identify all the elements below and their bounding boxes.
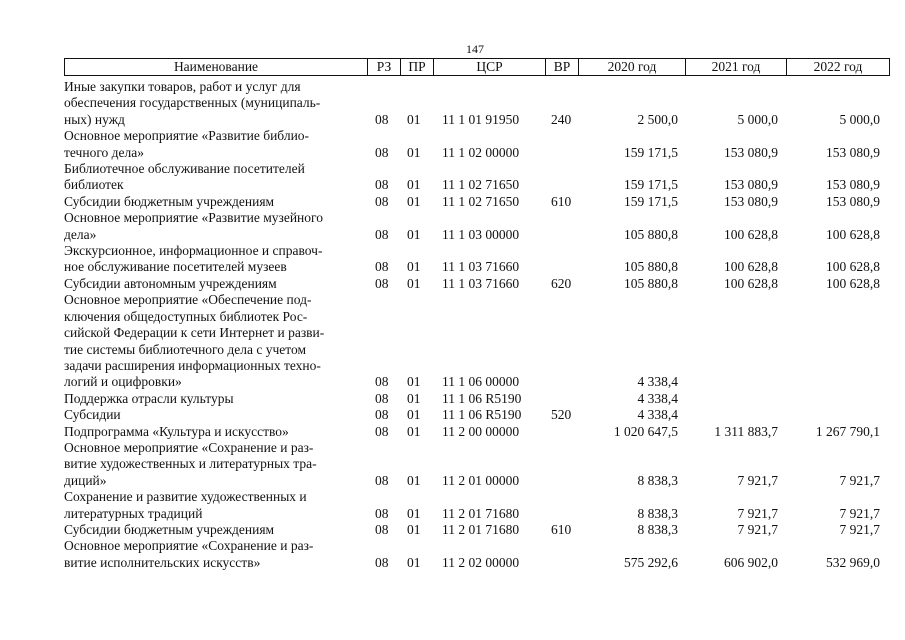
name-line: Основное мероприятие «Развитие музейного <box>64 210 323 226</box>
cell-2022: 153 080,9 <box>826 193 880 209</box>
cell-pr: 01 <box>407 275 421 291</box>
cell-2021: 7 921,7 <box>737 505 778 521</box>
cell-csr: 11 2 01 00000 <box>442 472 520 488</box>
cell-name <box>64 538 364 571</box>
name-line: Подпрограмма «Культура и искусство» <box>64 423 289 439</box>
cell-name <box>64 522 364 538</box>
cell-pr: 01 <box>407 521 421 537</box>
cell-vr: 610 <box>551 521 572 537</box>
cell-rz: 08 <box>375 226 389 242</box>
name-line: Субсидии бюджетным учреждениям <box>64 193 275 209</box>
cell-csr: 11 1 02 71650 <box>442 177 520 193</box>
cell-csr: 11 1 03 00000 <box>442 226 520 242</box>
cell-name <box>64 292 364 390</box>
cell-vr: 620 <box>551 275 572 291</box>
cell-csr: 11 1 01 91950 <box>442 111 520 127</box>
cell-rz: 08 <box>375 374 389 390</box>
header-pr: ПР <box>408 59 426 74</box>
table-row <box>64 210 890 243</box>
cell-csr: 11 2 02 00000 <box>442 554 520 570</box>
name-line: тие системы библиотечного дела с учетом <box>64 341 307 357</box>
table-row <box>64 128 890 161</box>
header-vr: ВР <box>553 59 571 74</box>
cell-rz: 08 <box>375 275 389 291</box>
table-row <box>64 424 890 440</box>
cell-2021: 100 628,8 <box>724 226 778 242</box>
cell-name <box>64 79 364 128</box>
cell-csr: 11 1 03 71660 <box>442 259 520 275</box>
cell-2021: 153 080,9 <box>724 177 778 193</box>
name-line: Субсидии автономным учреждениям <box>64 275 277 291</box>
header-csr: ЦСР <box>476 59 503 74</box>
cell-2020: 8 838,3 <box>637 521 678 537</box>
header-name: Наименование <box>173 59 259 74</box>
cell-name <box>64 276 364 292</box>
cell-2020: 4 338,4 <box>637 407 678 423</box>
cell-rz: 08 <box>375 505 389 521</box>
name-line: Основное мероприятие «Обеспечение под- <box>64 292 312 308</box>
cell-2021: 7 921,7 <box>737 521 778 537</box>
cell-pr: 01 <box>407 226 421 242</box>
cell-name <box>64 424 364 440</box>
name-line: витие художественных и литературных тра- <box>64 456 317 472</box>
name-line: витие исполнительских искусств» <box>64 554 261 570</box>
name-line: течного дела» <box>64 144 144 160</box>
cell-csr: 11 2 01 71680 <box>442 505 520 521</box>
cell-csr: 11 2 00 00000 <box>442 423 520 439</box>
cell-pr: 01 <box>407 259 421 275</box>
cell-2022: 7 921,7 <box>839 505 880 521</box>
header-2021: 2021 год <box>711 59 761 74</box>
cell-2022: 1 267 790,1 <box>815 423 880 439</box>
cell-pr: 01 <box>407 374 421 390</box>
header-rz: РЗ <box>376 59 392 74</box>
header-2020: 2020 год <box>607 59 657 74</box>
cell-name <box>64 161 364 194</box>
cell-2022: 100 628,8 <box>826 275 880 291</box>
name-line: Основное мероприятие «Развитие библио- <box>64 128 310 144</box>
cell-rz: 08 <box>375 423 389 439</box>
name-line: дела» <box>64 226 97 242</box>
table-row <box>64 489 890 522</box>
cell-rz: 08 <box>375 177 389 193</box>
cell-csr: 11 1 03 71660 <box>442 275 520 291</box>
cell-csr: 11 1 06 R5190 <box>442 390 522 406</box>
cell-2022: 153 080,9 <box>826 144 880 160</box>
cell-2022: 5 000,0 <box>839 111 880 127</box>
cell-name <box>64 489 364 522</box>
cell-2020: 159 171,5 <box>624 144 678 160</box>
table-row <box>64 522 890 538</box>
cell-2022: 153 080,9 <box>826 177 880 193</box>
table-row <box>64 538 890 571</box>
cell-name <box>64 440 364 489</box>
cell-2020: 4 338,4 <box>637 390 678 406</box>
cell-2020: 8 838,3 <box>637 472 678 488</box>
cell-2020: 159 171,5 <box>624 193 678 209</box>
name-line: логий и оцифровки» <box>64 374 182 390</box>
cell-2020: 1 020 647,5 <box>613 423 678 439</box>
cell-2021: 100 628,8 <box>724 275 778 291</box>
cell-2020: 575 292,6 <box>624 554 678 570</box>
cell-2021: 1 311 883,7 <box>714 423 778 439</box>
cell-pr: 01 <box>407 144 421 160</box>
cell-pr: 01 <box>407 554 421 570</box>
cell-2020: 4 338,4 <box>637 374 678 390</box>
cell-2021: 153 080,9 <box>724 193 778 209</box>
table-row <box>64 440 890 489</box>
name-line: ключения общедоступных библиотек Рос- <box>64 308 308 324</box>
cell-pr: 01 <box>407 111 421 127</box>
cell-rz: 08 <box>375 193 389 209</box>
table-row <box>64 276 890 292</box>
cell-2020: 105 880,8 <box>624 275 678 291</box>
cell-csr: 11 2 01 71680 <box>442 521 520 537</box>
cell-csr: 11 1 02 00000 <box>442 144 520 160</box>
cell-pr: 01 <box>407 407 421 423</box>
name-line: Библиотечное обслуживание посетителей <box>64 161 305 177</box>
cell-name <box>64 243 364 276</box>
cell-2020: 159 171,5 <box>624 177 678 193</box>
cell-name <box>64 210 364 243</box>
cell-rz: 08 <box>375 144 389 160</box>
name-line: сийской Федерации к сети Интернет и разви- <box>64 325 325 341</box>
name-line: задачи расширения информационных техно- <box>64 357 321 373</box>
cell-pr: 01 <box>407 390 421 406</box>
name-line: Субсидии <box>64 407 121 423</box>
name-line: литературных традиций <box>64 505 203 521</box>
cell-rz: 08 <box>375 472 389 488</box>
name-line: Субсидии бюджетным учреждениям <box>64 521 275 537</box>
cell-2022: 7 921,7 <box>839 521 880 537</box>
cell-vr: 240 <box>551 111 572 127</box>
table-row <box>64 292 890 390</box>
name-line: Экскурсионное, информационное и справоч- <box>64 243 323 259</box>
table-body <box>64 79 890 571</box>
table-row <box>64 391 890 407</box>
cell-csr: 11 1 06 R5190 <box>442 407 522 423</box>
cell-rz: 08 <box>375 521 389 537</box>
table-row <box>64 161 890 194</box>
cell-rz: 08 <box>375 407 389 423</box>
name-line: обеспечения государственных (муниципаль- <box>64 95 321 111</box>
name-line: Сохранение и развитие художественных и <box>64 489 307 505</box>
table-row <box>64 243 890 276</box>
cell-2020: 2 500,0 <box>637 111 678 127</box>
name-line: библиотек <box>64 177 124 193</box>
name-line: Иные закупки товаров, работ и услуг для <box>64 79 301 94</box>
cell-pr: 01 <box>407 472 421 488</box>
name-line: ное обслуживание посетителей музеев <box>64 259 287 275</box>
cell-name <box>64 194 364 210</box>
table-row <box>64 194 890 210</box>
name-line: Основное мероприятие «Сохранение и раз- <box>64 439 314 455</box>
cell-pr: 01 <box>407 505 421 521</box>
cell-pr: 01 <box>407 177 421 193</box>
cell-2020: 105 880,8 <box>624 226 678 242</box>
table-header <box>64 58 890 76</box>
cell-name <box>64 407 364 423</box>
name-line: ных) нужд <box>64 111 125 127</box>
name-line: диций» <box>64 472 107 488</box>
cell-2022: 100 628,8 <box>826 226 880 242</box>
cell-vr: 520 <box>551 407 572 423</box>
cell-2021: 5 000,0 <box>737 111 778 127</box>
table-row <box>64 79 890 128</box>
cell-2020: 8 838,3 <box>637 505 678 521</box>
cell-2021: 153 080,9 <box>724 144 778 160</box>
cell-2022: 532 969,0 <box>826 554 880 570</box>
cell-rz: 08 <box>375 259 389 275</box>
cell-2021: 606 902,0 <box>724 554 778 570</box>
cell-csr: 11 1 06 00000 <box>442 374 520 390</box>
cell-name <box>64 128 364 161</box>
cell-2021: 100 628,8 <box>724 259 778 275</box>
cell-rz: 08 <box>375 554 389 570</box>
cell-rz: 08 <box>375 111 389 127</box>
cell-name <box>64 391 364 407</box>
cell-2020: 105 880,8 <box>624 259 678 275</box>
page-number: 147 <box>466 42 484 56</box>
cell-csr: 11 1 02 71650 <box>442 193 520 209</box>
cell-2022: 7 921,7 <box>839 472 880 488</box>
cell-vr: 610 <box>551 193 572 209</box>
cell-pr: 01 <box>407 423 421 439</box>
name-line: Поддержка отрасли культуры <box>64 390 234 406</box>
cell-2022: 100 628,8 <box>826 259 880 275</box>
cell-pr: 01 <box>407 193 421 209</box>
header-2022: 2022 год <box>813 59 863 74</box>
table-row <box>64 407 890 423</box>
cell-2021: 7 921,7 <box>737 472 778 488</box>
name-line: Основное мероприятие «Сохранение и раз- <box>64 538 314 554</box>
cell-rz: 08 <box>375 390 389 406</box>
